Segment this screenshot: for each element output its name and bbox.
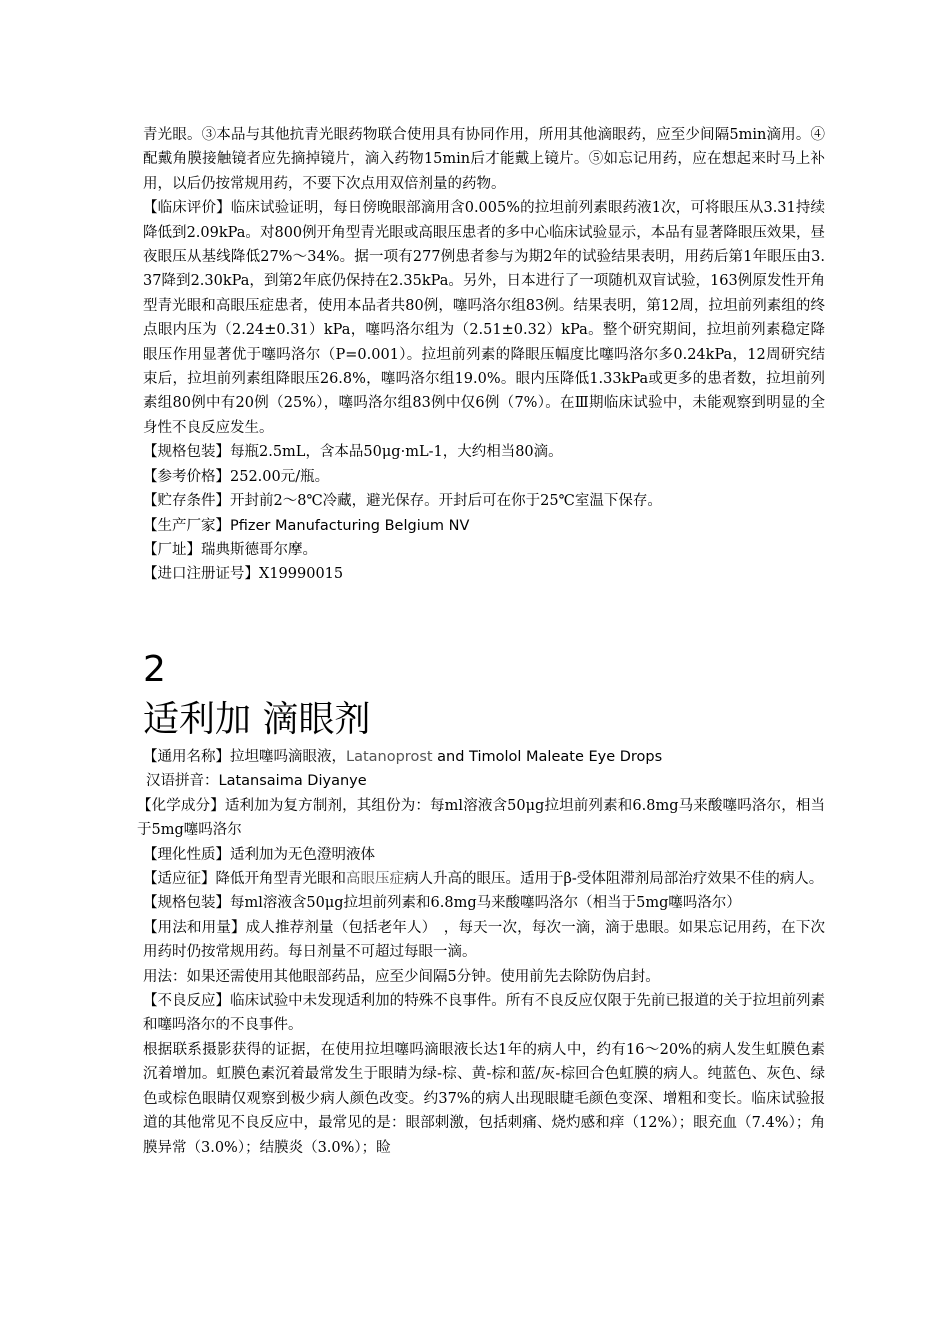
clinical-evaluation: 【临床评价】临床试验证明，每日傍晚眼部滴用含0.005%的拉坦前列素眼药液1次，可将眼压从3.31持续降低到2.09kPa。对800例开角型青光眼或高眼压患者的多中心临床试验显示，本品有显著降眼压效果，昼夜眼压从基线降低27%～34%。据一项有277例患者参与为期2年的试验结果表明，用药后第1年眼压由3.37降到2.30kPa，到第2年底仍保持在2.35kPa。另外，日本进行了一项随机双盲试验，163例原发性开角型青光眼和高眼压症患者，使用本品者共80例，噻吗洛尔组83例。结果表明，第12周，拉坦前列素组的终点眼内压为（2.24±0.31）kPa，噻吗洛尔组为（2.51±0.32）kPa。整个研究期间，拉坦前列素稳定降眼压作用显著优于噻吗洛尔（P=0.001）。拉坦前列素的降眼压幅度比噻吗洛尔多0.24kPa，12周研究结束后，拉坦前列素组降眼压26.8%，噻吗洛尔组19.0%。眼内压降低1.33kPa或更多的患者数，拉坦前列素组80例中有20例（25%），噻吗洛尔组83例中仅6例（7%）。在Ⅲ期临床试验中，未能观察到明显的全身性不良反应发生。 [143, 200, 825, 436]
generic-name-en-rest: and Timolol Maleate Eye Drops [432, 749, 663, 765]
section-number: 2 [143, 649, 166, 690]
adverse-reactions: 【不良反应】临床试验中未发现适利加的特殊不良事件。所有不良反应仅限于先前已报道的关于拉坦前列素和噻吗洛尔的不良事件。 [143, 993, 825, 1034]
drug-title: 适利加 滴眼剂 [143, 699, 371, 740]
chemical-composition: 【化学成分】适利加为复方制剂，其组份为：每ml溶液含50μg拉坦前列素和6.8mg马来酸噻吗洛尔，相当于5mg噻吗洛尔 [137, 797, 825, 839]
dosage: 【用法和用量】成人推荐剂量（包括老年人） ，每天一次，每次一滴，滴于患眼。如果忘记用药，在下次用药时仍按常规用药。每日剂量不可超过每眼一滴。 [143, 919, 825, 961]
indications [143, 867, 825, 891]
pinyin-name: 汉语拼音：Latansaima Diyanye [146, 773, 367, 790]
indications-part-2: 病人升高的眼压。适用于β-受体阻滞剂局部治疗效果不佳的病人。 [404, 871, 824, 888]
generic-name [143, 745, 825, 769]
package-spec: 【规格包装】每瓶2.5mL，含本品50μg·mL-1，大约相当80滴。 [143, 444, 563, 461]
package-spec-2: 【规格包装】每ml溶液含50μg拉坦前列素和6.8mg马来酸噻吗洛尔（相当于5mg噻吗洛尔） [143, 895, 741, 912]
precautions-tail: 青光眼。③本品与其他抗青光眼药物联合使用具有协同作用，所用其他滴眼药，应至少间隔5min滴用。④配戴角膜接触镜者应先摘掉镜片，滴入药物15min后才能戴上镜片。⑤如忘记用药，应在想起来时马上补用，以后仍按常规用药，不要下次点用双倍剂量的药物。 [143, 127, 825, 192]
usage: 用法：如果还需使用其他眼部药品，应至少间隔5分钟。使用前先去除防伪启封。 [143, 968, 660, 985]
manufacturer-value: Pfizer Manufacturing Belgium NV [230, 517, 470, 534]
import-registration-number: 【进口注册证号】X19990015 [143, 566, 344, 583]
indications-part-1: 【适应征】降低开角型青光眼和 [143, 871, 346, 888]
reference-price: 【参考价格】252.00元/瓶。 [143, 468, 330, 485]
indications-link: 高眼压症 [346, 871, 404, 888]
physicochemical-properties: 【理化性质】适利加为无色澄明液体 [143, 846, 375, 863]
section1-block [143, 123, 825, 587]
manufacturer-label: 【生产厂家】 [143, 517, 230, 534]
generic-name-label: 【通用名称】拉坦噻吗滴眼液， [143, 749, 346, 765]
storage-conditions: 【贮存条件】开封前2～8℃冷藏，避光保存。开封后可在你于25℃室温下保存。 [143, 493, 662, 510]
section2-block [137, 745, 825, 1160]
adverse-reactions-detail: 根据联系摄影获得的证据，在使用拉坦噻吗滴眼液长达1年的病人中，约有16～20%的病人发生虹膜色素沉着增加。虹膜色素沉着最常发生于眼睛为绿-棕、黄-棕和蓝/灰-棕回合色虹膜的病人。纯蓝色、灰色、绿色或棕色眼睛仅观察到极少病人颜色改变。约37%的病人出现眼睫毛颜色变深、增粗和变长。临床试验报道的其他常见不良反应中，最常见的是：眼部刺激，包括刺痛、烧灼感和痒（12%）；眼充血（7.4%）；角膜异常（3.0%）；结膜炎（3.0%）；睑 [143, 1041, 825, 1156]
factory-address: 【厂址】瑞典斯德哥尔摩。 [143, 541, 317, 558]
manufacturer [143, 514, 825, 538]
generic-name-en-latanoprost: Latanoprost [346, 749, 433, 765]
